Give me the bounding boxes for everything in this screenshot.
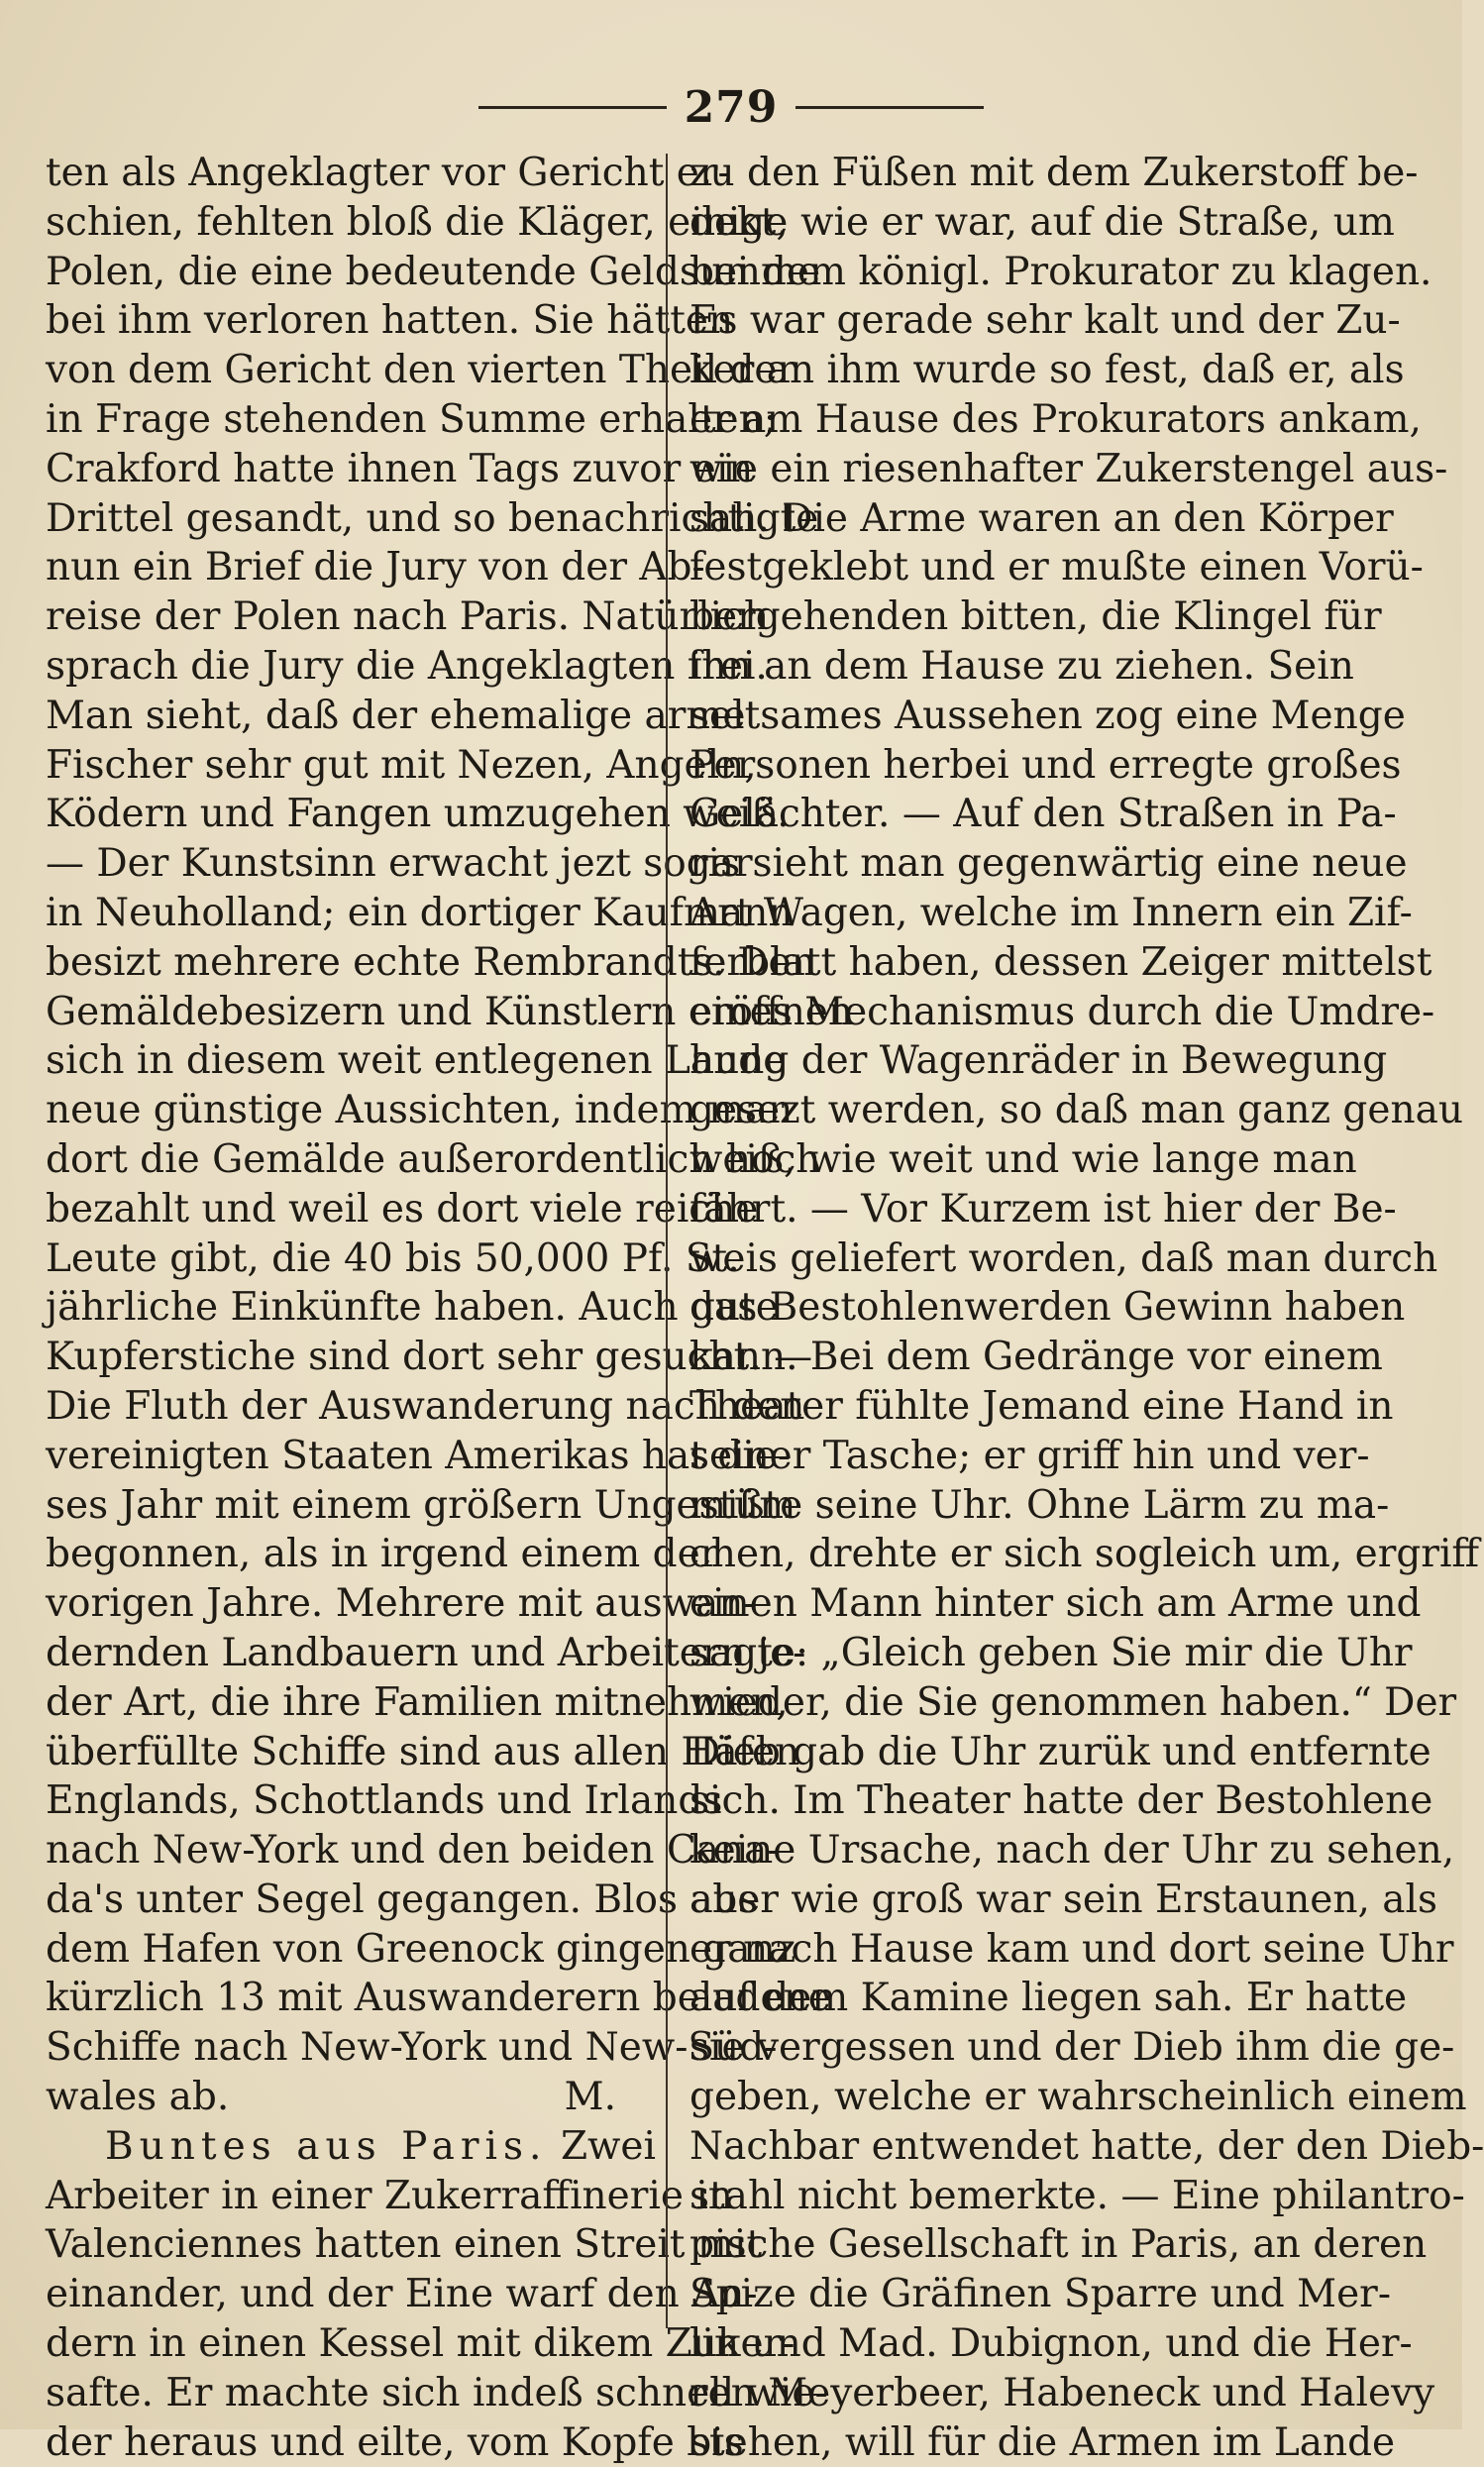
header-rule-left [478,106,667,109]
text-line: auf dem Kamine liegen sah. Er hatte [689,1976,1408,2021]
text-line: ferblatt haben, dessen Zeiger mittelst [689,939,1432,985]
text-line: bei ihm verloren hatten. Sie hätten [46,298,734,344]
text-line: Dieb gab die Uhr zurük und entfernte [689,1729,1431,1774]
text-line: überfüllte Schiffe sind aus allen Häfen [46,1729,800,1774]
text-line: — Der Kunstsinn erwacht jezt sogar [46,841,753,887]
header-rule-right [795,106,984,109]
signoff-line [46,2073,656,2122]
text-line: mißte seine Uhr. Ohne Lärm zu ma- [689,1482,1390,1528]
text-line: weis geliefert worden, daß man durch [689,1235,1438,1281]
text-line: wie ein riesenhafter Zukerstengel aus- [689,446,1448,491]
text-line: Polen, die eine bedeutende Geldsumme [46,249,821,294]
text-line: reise der Polen nach Paris. Natürlich [46,594,770,640]
section-heading: Buntes aus Paris. [105,2123,548,2169]
text-line: stehen, will für die Armen im Lande [689,2419,1396,2465]
text-line: schien, fehlten bloß die Kläger, einige [46,199,789,245]
text-line: hung der Wagenräder in Bewegung [689,1038,1388,1084]
text-line: begonnen, als in irgend einem der [46,1532,719,1577]
text-line: in Neuholland; ein dortiger Kaufmann [46,890,794,935]
text-line: sagte: „Gleich geben Sie mir die Uhr [689,1630,1413,1675]
text-line: keine Ursache, nach der Uhr zu sehen, [689,1828,1455,1874]
text-line: ihn an dem Hause zu ziehen. Sein [689,643,1354,689]
text-line: Man sieht, daß der ehemalige arme [46,693,746,738]
text-line: dem Hafen von Greenock gingen ganz [46,1926,796,1972]
text-line: Valenciennes hatten einen Streit mit [46,2222,762,2268]
text-line: neue günstige Aussichten, indem man [46,1088,794,1133]
text-line: bezahlt und weil es dort viele reiche [46,1186,759,1232]
text-line: eines Mechanismus durch die Umdre- [689,989,1435,1034]
text-line: ten als Angeklagter vor Gericht er- [46,151,731,195]
text-line: nun ein Brief die Jury von der Ab- [46,545,705,590]
text-line: er am Hause des Prokurators ankam, [689,396,1422,442]
text-line: Spize die Gräfinen Sparre und Mer- [689,2272,1391,2317]
text-line: seiner Tasche; er griff hin und ver- [689,1433,1370,1478]
text-line: der Art, die ihre Familien mitnehmen, [46,1679,789,1725]
signoff-initial: M. [564,2075,616,2120]
text-line: Nachbar entwendet hatte, der den Dieb- [689,2123,1484,2169]
text-line: Kupferstiche sind dort sehr gesucht. — [46,1335,813,1380]
text-line: gesezt werden, so daß man ganz genau [689,1088,1463,1133]
text-line: sich in diesem weit entlegenen Lande [46,1038,787,1084]
text-line: Es war gerade sehr kalt und der Zu- [689,298,1401,344]
text-line: weiß, wie weit und wie lange man [689,1136,1357,1182]
page-number: 279 [684,81,779,133]
text-line: Drittel gesandt, und so benachrichtigte [46,495,819,541]
text-line: er nach Hause kam und dort seine Uhr [689,1926,1454,1972]
text-line: einander, und der Eine warf den An- [46,2272,758,2317]
page-header [0,77,1462,137]
text-line: Fischer sehr gut mit Nezen, Angeln, [46,742,757,788]
text-line: da's unter Segel gegangen. Blos aus [46,1877,758,1922]
text-line: safte. Er machte sich indeß schnell wie- [46,2370,828,2415]
text-line: ses Jahr mit einem größern Ungestüm [46,1482,796,1528]
section-heading-rest: Zwei [560,2123,656,2169]
text-line: stahl nicht bemerkte. — Eine philantro- [689,2173,1465,2218]
text-line: vereinigten Staaten Amerikas hat die- [46,1433,792,1478]
text-line: aber wie groß war sein Erstaunen, als [689,1877,1437,1922]
text-line: Theater fühlte Jemand eine Hand in [689,1383,1394,1429]
left-column [46,149,854,2465]
text-line: Englands, Schottlands und Irlands [46,1778,723,1824]
text-line: seltsames Aussehen zog eine Menge [689,693,1406,738]
text-line: Personen herbei und erregte großes [689,742,1402,788]
text-line: einen Mann hinter sich am Arme und [689,1581,1422,1627]
text-line: vorigen Jahre. Mehrere mit auswan- [46,1581,757,1627]
right-column-text [689,149,1484,2467]
text-line: sah. Die Arme waren an den Körper [689,495,1394,541]
text-line: lin und Mad. Dubignon, und die Her- [689,2321,1413,2367]
left-column-text-b [46,2172,828,2467]
text-line: besizt mehrere echte Rembrandts. Den [46,939,816,985]
text-line: Crakford hatte ihnen Tags zuvor ein [46,446,754,491]
text-line: sich. Im Theater hatte der Bestohlene [689,1778,1433,1824]
section-heading-line [46,2122,656,2172]
text-line: sie vergessen und der Dieb ihm die ge- [689,2025,1455,2071]
text-line: von dem Gericht den vierten Theil der [46,348,796,393]
text-line: Arbeiter in einer Zukerraffinerie in [46,2173,733,2218]
text-line: chen, drehte er sich sogleich um, ergriff [689,1532,1480,1577]
signoff-text: wales ab. [46,2075,230,2120]
text-line: kürzlich 13 mit Auswanderern beladene [46,1976,831,2021]
text-line: bergehenden bitten, die Klingel für [689,594,1382,640]
text-line: bei dem königl. Prokurator zu klagen. [689,249,1432,294]
text-line: festgeklebt und er mußte einen Vorü- [689,545,1424,590]
text-line: Die Fluth der Auswanderung nach den [46,1383,805,1429]
right-column [689,149,1484,2465]
text-line: dernden Landbauern und Arbeitern je- [46,1630,806,1675]
text-line: dern in einen Kessel mit dikem Zuker- [46,2321,795,2367]
text-line: in Frage stehenden Summe erhalten; [46,396,777,442]
left-column-text-a [46,149,854,2073]
text-line: geben, welche er wahrscheinlich einem [689,2075,1467,2120]
text-line: der heraus und eilte, vom Kopfe bis [46,2419,744,2465]
text-line: Schiffe nach New-York und New-Süd- [46,2025,778,2071]
text-line: ris sieht man gegenwärtig eine neue [689,841,1408,887]
text-line: Ködern und Fangen umzugehen weiß. [46,792,790,837]
text-line: zu den Füßen mit dem Zukerstoff be- [689,151,1419,195]
text-line: nach New-York und den beiden Cana- [46,1828,781,1874]
text-line: fährt. — Vor Kurzem ist hier der Be- [689,1186,1397,1232]
text-line: sprach die Jury die Angeklagten frei. [46,643,768,689]
text-line: dekt, wie er war, auf die Straße, um [689,199,1395,245]
text-line: Gelächter. — Auf den Straßen in Pa- [689,792,1397,837]
text-line: kann. Bei dem Gedränge vor einem [689,1335,1383,1380]
text-line: Art Wagen, welche im Innern ein Zif- [689,890,1413,935]
text-line: ren Meyerbeer, Habeneck und Halevy [689,2370,1435,2415]
text-line: Gemäldebesizern und Künstlern eröffnen [46,989,854,1034]
text-line: jährliche Einkünfte haben. Auch gute [46,1285,779,1331]
text-line: wieder, die Sie genommen haben.“ Der [689,1679,1457,1725]
text-line: dort die Gemälde außerordentlich hoch [46,1136,821,1182]
text-line: pische Gesellschaft in Paris, an deren [689,2222,1428,2268]
text-line: Leute gibt, die 40 bis 50,000 Pf. St. [46,1235,740,1281]
text-line: ker an ihm wurde so fest, daß er, als [689,348,1405,393]
text-line: das Bestohlenwerden Gewinn haben [689,1285,1406,1331]
column-divider [666,154,668,2328]
